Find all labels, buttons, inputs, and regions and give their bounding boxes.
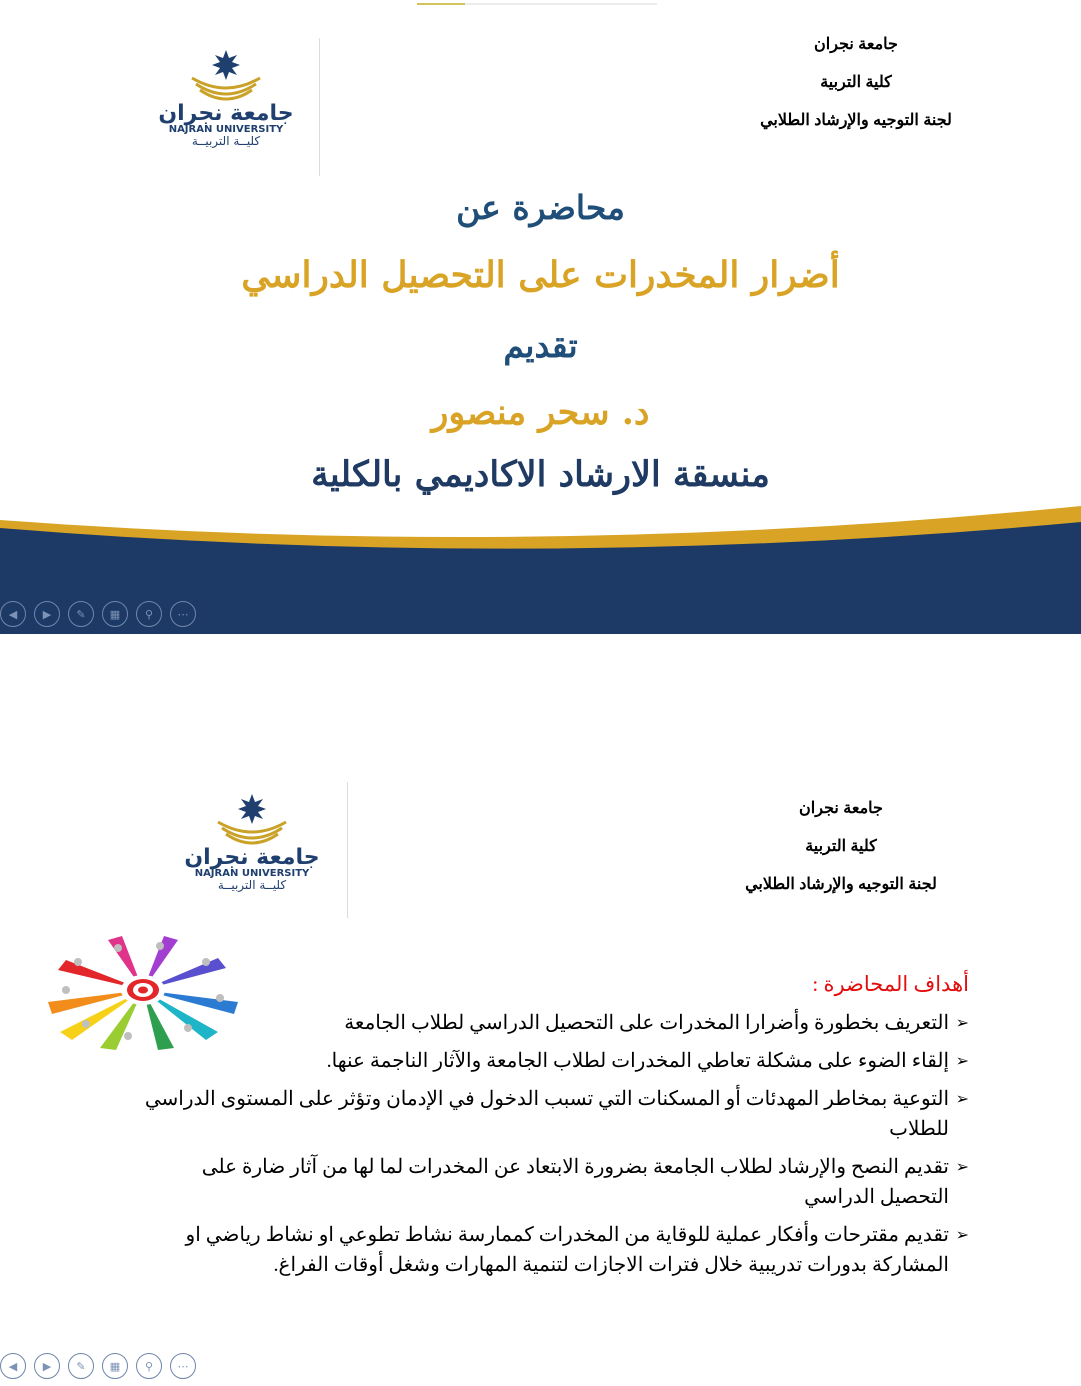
logo-college-text: كليــة التربيــة: [217, 878, 287, 892]
slideshow-controls: [0, 1353, 196, 1379]
bottom-wave-decoration: [0, 0, 1081, 634]
goal-item: ➢ التوعية بمخاطر المهدئات أو المسكنات التي تسبب الدخول في الإدمان وتؤثر على المستوى الدراسي للطلاب: [129, 1084, 969, 1144]
slide-2: [0, 752, 1081, 1386]
logo-english-text: NAJRAN UNIVERSITY: [194, 868, 310, 879]
university-logo: [180, 792, 325, 902]
zoom-icon[interactable]: ⚲: [136, 1353, 162, 1379]
college-name: كلية التربية: [805, 838, 877, 855]
pen-icon[interactable]: ✎: [68, 601, 94, 627]
university-name: جامعة نجران: [799, 800, 883, 817]
divider: [347, 782, 348, 918]
presenter-name: د. سحر منصور: [431, 392, 650, 433]
goals-list: [129, 1008, 969, 1288]
logo-arabic-text: جامعة نجران: [184, 845, 320, 870]
slides-icon[interactable]: ▦: [102, 1353, 128, 1379]
lecture-topic: أضرار المخدرات على التحصيل الدراسي: [241, 254, 840, 296]
slide-1: [0, 0, 1081, 634]
more-icon[interactable]: ⋯: [170, 1353, 196, 1379]
zoom-icon[interactable]: ⚲: [136, 601, 162, 627]
college-name: كلية التربية: [820, 74, 892, 91]
more-icon[interactable]: ⋯: [170, 601, 196, 627]
university-name: جامعة نجران: [814, 36, 898, 53]
slideshow-controls: [0, 601, 196, 627]
goals-heading: أهداف المحاضرة :: [812, 972, 969, 996]
previous-icon[interactable]: ◀: [0, 601, 26, 627]
next-icon[interactable]: ▶: [34, 1353, 60, 1379]
goal-item: ➢ تقديم مقترحات وأفكار عملية للوقاية من المخدرات كممارسة نشاط تطوعي او نشاط رياضي او المشاركة بدورات تدريبية خلال فترات الاجازات لتنمية المهارات وشغل أوقات الفراغ.: [129, 1220, 969, 1280]
goal-item: ➢ تقديم النصح والإرشاد لطلاب الجامعة بضرورة الابتعاد عن المخدرات لما لها من آثار ضارة على التحصيل الدراسي: [129, 1152, 969, 1212]
goal-item: ➢ التعريف بخطورة وأضرارا المخدرات على التحصيل الدراسي لطلاب الجامعة: [129, 1008, 969, 1038]
logo-college-text: كليــة التربيــة: [191, 134, 261, 148]
logo-english-text: NAJRAN UNIVERSITY: [168, 124, 284, 135]
next-icon[interactable]: ▶: [34, 601, 60, 627]
committee-name: لجنة التوجيه والإرشاد الطلابي: [760, 112, 952, 129]
presented-by-label: تقديم: [503, 326, 578, 365]
institution-header: [721, 790, 961, 904]
previous-icon[interactable]: ◀: [0, 1353, 26, 1379]
title-lecture-about: محاضرة عن: [456, 188, 625, 227]
logo-arabic-text: جامعة نجران: [158, 101, 294, 126]
goal-item: ➢ إلقاء الضوء على مشكلة تعاطي المخدرات لطلاب الجامعة والآثار الناجمة عنها.: [129, 1046, 969, 1076]
presenter-role: منسقة الارشاد الاكاديمي بالكلية: [311, 454, 770, 495]
pen-icon[interactable]: ✎: [68, 1353, 94, 1379]
slides-icon[interactable]: ▦: [102, 601, 128, 627]
committee-name: لجنة التوجيه والإرشاد الطلابي: [745, 876, 937, 893]
